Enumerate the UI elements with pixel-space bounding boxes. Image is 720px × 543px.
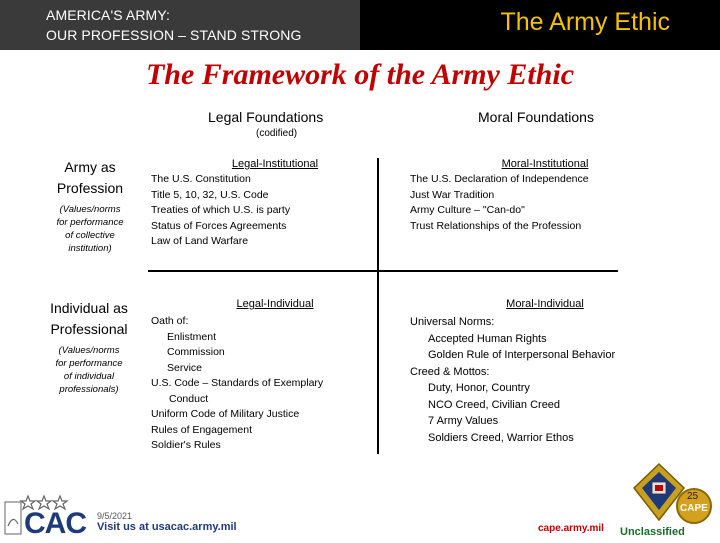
list-item: 7 Army Values: [428, 415, 499, 427]
row-label-profession-line1: Army as: [64, 159, 116, 175]
list-item: The U.S. Declaration of Independence: [410, 173, 589, 185]
list-item: Army Culture – "Can-do": [410, 204, 525, 216]
list-item: Title 5, 10, 32, U.S. Code: [151, 188, 269, 201]
footer-visit-link[interactable]: Visit us at usacac.army.mil: [97, 521, 237, 533]
quadrant-heading-legal-individual: Legal-Individual: [236, 298, 314, 310]
row-label-professional-line2: Professional: [50, 321, 128, 337]
column-heading-legal: Legal Foundations: [208, 109, 324, 125]
list-item: U.S. Code – Standards of Exemplary: [151, 377, 324, 389]
row-sub-line: institution): [68, 243, 112, 254]
row-sub-line: (Values/norms: [58, 345, 120, 356]
page-number: 25: [687, 491, 699, 502]
row-sub-line: of individual: [63, 371, 115, 382]
cape-badge: [676, 488, 712, 524]
list-item: Just War Tradition: [410, 188, 495, 201]
column-heading-legal-note: (codified): [256, 128, 298, 139]
list-item: Soldiers Creed, Warrior Ethos: [428, 431, 574, 444]
cape-badge-text: CAPE: [680, 503, 708, 514]
row-sub-line: of collective: [65, 230, 115, 241]
footer-cape-link[interactable]: cape.army.mil: [538, 523, 604, 534]
row-label-professional-line1: Individual as: [50, 300, 128, 316]
row-label-profession: [38, 157, 142, 255]
list-item: NCO Creed, Civilian Creed: [428, 398, 561, 411]
list-item: Service: [167, 361, 203, 374]
quadrant-heading-moral-individual: Moral-Individual: [506, 298, 584, 310]
header-subtitle-line1: AMERICA'S ARMY:: [46, 7, 170, 23]
quadrant-horizontal-divider: [148, 270, 618, 272]
list-item: Creed & Mottos:: [410, 365, 490, 378]
column-heading-moral: Moral Foundations: [478, 109, 594, 125]
cac-logo-text: CAC: [24, 507, 86, 540]
list-item: Enlistment: [167, 330, 217, 343]
quadrant-list-legal-institutional: [151, 172, 290, 250]
list-item: Rules of Engagement: [151, 423, 252, 436]
quadrant-heading-legal-institutional: Legal-Institutional: [231, 158, 319, 170]
classification-label: Unclassified: [620, 526, 685, 538]
list-item: Status of Forces Agreements: [151, 219, 287, 232]
list-item: Treaties of which U.S. is party: [151, 204, 291, 216]
cac-logo: [4, 494, 96, 538]
list-item: Commission: [167, 346, 225, 358]
row-sub-line: for performance: [56, 217, 124, 228]
list-item: Duty, Honor, Country: [428, 382, 530, 394]
quadrant-heading-moral-institutional: Moral-Institutional: [501, 158, 589, 170]
list-item: Golden Rule of Interpersonal Behavior: [428, 349, 616, 361]
header-title: The Army Ethic: [500, 8, 670, 36]
list-item: Accepted Human Rights: [428, 332, 547, 345]
list-item: Universal Norms:: [410, 316, 495, 328]
list-item: Uniform Code of Military Justice: [151, 408, 300, 420]
quadrant-list-moral-institutional: [410, 172, 589, 234]
row-sub-line: for performance: [55, 358, 123, 369]
header-subtitle-line2: OUR PROFESSION – STAND STRONG: [46, 27, 302, 43]
row-label-profession-line2: Profession: [56, 180, 124, 196]
list-item: Oath of:: [151, 315, 189, 327]
list-item: The U.S. Constitution: [151, 173, 251, 185]
row-label-professional: [34, 298, 144, 396]
list-item: Law of Land Warfare: [151, 235, 249, 247]
row-sub-line: professionals): [59, 384, 119, 395]
quadrant-list-moral-individual: [410, 314, 615, 446]
row-sub-line: (Values/norms: [59, 204, 121, 215]
list-item: Trust Relationships of the Profession: [410, 219, 582, 232]
list-item: Soldier's Rules: [151, 439, 221, 451]
list-item: Conduct: [169, 392, 209, 405]
quadrant-list-legal-individual: [151, 314, 323, 454]
page-title: The Framework of the Army Ethic: [145, 58, 575, 91]
footer-date: 9/5/2021: [97, 511, 133, 521]
quadrant-vertical-divider: [377, 158, 379, 454]
